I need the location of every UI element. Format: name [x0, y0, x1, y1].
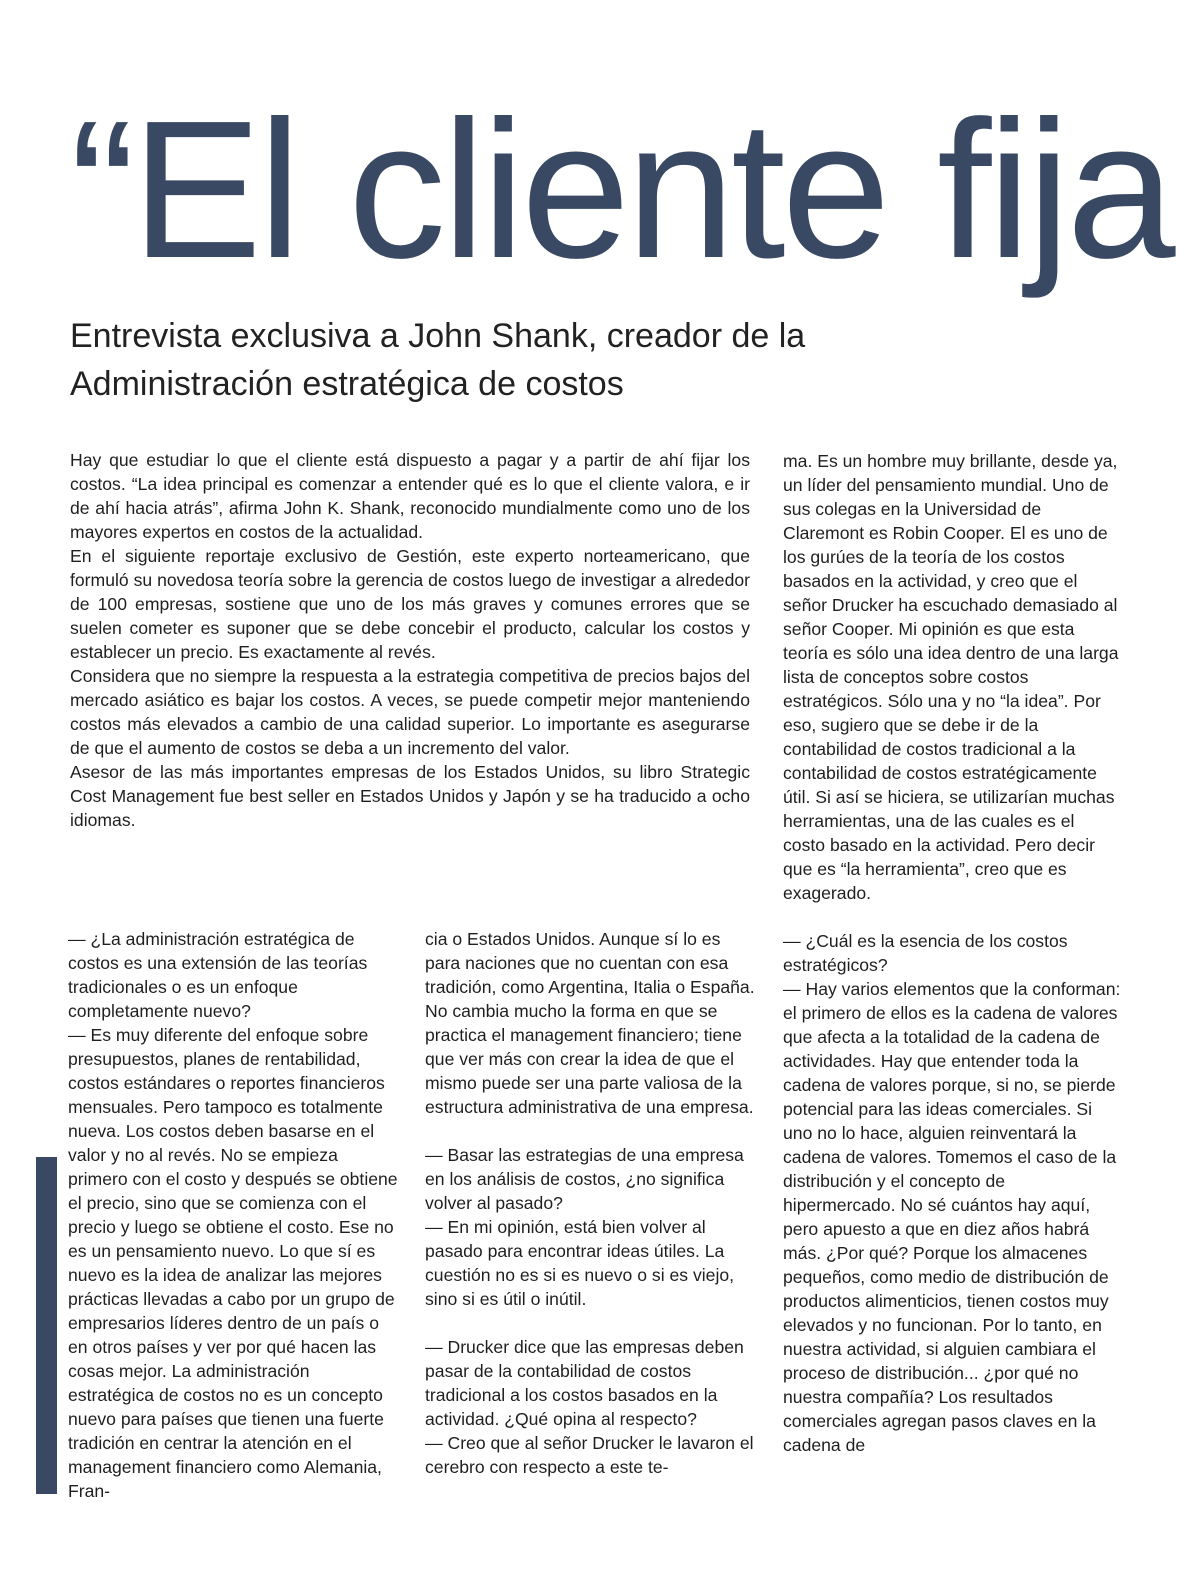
- interview-question: — Basar las estrategias de una empresa en los análisis de costos, ¿no significa volver al pasado?: [425, 1145, 744, 1213]
- interview-answer: — Hay varios elementos que la conforman: el primero de ellos es la cadena de valores que afecta a la totalidad de la cadena de actividades. Hay que entender toda la cadena de valores porque, si no, se pierde potencial para las ideas comerciales. Si uno no lo hace, alguien reinventará la cadena de valores. Tomemos el caso de la distribución y el concepto de hipermercado. No sé cuántos hay aquí, pero apuesto a que en diez años habrá más. ¿Por qué? Porque los almacenes pequeños, como medio de distribución de productos alimenticios, tienen costos muy elevados y no funcionan. Por lo tanto, en nuestra actividad, si alguien cambiara el proceso de distribución... ¿por qué no nuestra compañía? Los resultados comerciales agregan pasos claves en la cadena de: [783, 979, 1121, 1455]
- interview-question: — ¿La administración estratégica de costos es una extensión de las teorías tradicionales o es un enfoque completamente nuevo?: [68, 929, 368, 1021]
- section-side-tab: [36, 1157, 57, 1494]
- interview-answer: cia o Estados Unidos. Aunque sí lo es para naciones que no cuentan con esa tradición, como Argentina, Italia o España. No cambia mucho la forma en que se practica el management financiero; tiene que ver más con crear la idea de que el mismo puede ser una parte valiosa de la estructura administrativa de una empresa.: [425, 929, 755, 1117]
- intro-block: [70, 448, 750, 832]
- body-column-right: [783, 449, 1121, 1457]
- interview-answer: — En mi opinión, está bien volver al pasado para encontrar ideas útiles. La cuestión no es si es nuevo o si es viejo, sino si es útil o inútil.: [425, 1217, 735, 1309]
- headline: “El cliente fija: [70, 80, 1172, 299]
- intro-paragraph: En el siguiente reportaje exclusivo de Gestión, este experto norteamericano, que formuló su novedosa teoría sobre la gerencia de costos luego de investigar a alrededor de 100 empresas, sostiene que uno de los más graves y comunes errores que se suelen cometer es suponer que se debe concebir el producto, calcular los costos y establecer un precio. Es exactamente al revés.: [70, 546, 750, 662]
- interview-answer: ma. Es un hombre muy brillante, desde ya, un líder del pensamiento mundial. Uno de sus colegas en la Universidad de Claremont es Robin Cooper. El es uno de los gurúes de la teoría de los costos basados en la actividad, y creo que el señor Drucker ha escuchado demasiado al señor Cooper. Mi opinión es que esta teoría es sólo una idea dentro de una larga lista de conceptos sobre costos estratégicos. Sólo una y no “la idea”. Por eso, sugiero que se debe ir de la contabilidad de costos tradicional a la contabilidad de costos estratégicamente útil. Si así se hiciera, se utilizarían muchas herramientas, una de las cuales es el costo basado en la actividad. Pero decir que es “la herramienta”, creo que es exagerado.: [783, 451, 1119, 903]
- body-column-middle: [425, 927, 759, 1479]
- intro-paragraph: Hay que estudiar lo que el cliente está dispuesto a pagar y a partir de ahí fijar los costos. “La idea principal es comenzar a entender qué es lo que el cliente valora, e ir de ahí hacia atrás”, afirma John K. Shank, reconocido mundialmente como uno de los mayores expertos en costos de la actualidad.: [70, 450, 750, 542]
- intro-paragraph: Asesor de las más importantes empresas de los Estados Unidos, su libro Strategic Cost Management fue best seller en Estados Unidos y Japón y se ha traducido a ocho idiomas.: [70, 762, 750, 830]
- interview-answer: — Es muy diferente del enfoque sobre presupuestos, planes de rentabilidad, costos estándares o reportes financieros mensuales. Pero tampoco es totalmente nueva. Los costos deben basarse en el valor y no al revés. No se empieza primero con el costo y después se obtiene el precio, sino que se comienza con el precio y luego se obtiene el costo. Ese no es un pensamiento nuevo. Lo que sí es nuevo es la idea de analizar las mejores prácticas llevadas a cabo por un grupo de empresarios líderes dentro de un país o en otros países y ver por qué hacen las cosas mejor. La administración estratégica de costos no es un concepto nuevo para países que tienen una fuerte tradición en centrar la atención en el management financiero como Alemania, Fran-: [68, 1025, 398, 1501]
- interview-question: — ¿Cuál es la esencia de los costos estratégicos?: [783, 931, 1068, 975]
- intro-paragraph: Considera que no siempre la respuesta a la estrategia competitiva de precios bajos del mercado asiático es bajar los costos. A veces, se puede competir mejor manteniendo costos más elevados a cambio de una calidad superior. Lo importante es asegurarse de que el aumento de costos se deba a un incremento del valor.: [70, 666, 750, 758]
- subtitle: Entrevista exclusiva a John Shank, creador de la Administración estratégica de costos: [70, 317, 806, 403]
- body-column-left: [68, 927, 400, 1503]
- interview-answer: — Creo que al señor Drucker le lavaron el cerebro con respecto a este te-: [425, 1433, 754, 1477]
- interview-question: — Drucker dice que las empresas deben pasar de la contabilidad de costos tradicional a los costos basados en la actividad. ¿Qué opina al respecto?: [425, 1337, 744, 1429]
